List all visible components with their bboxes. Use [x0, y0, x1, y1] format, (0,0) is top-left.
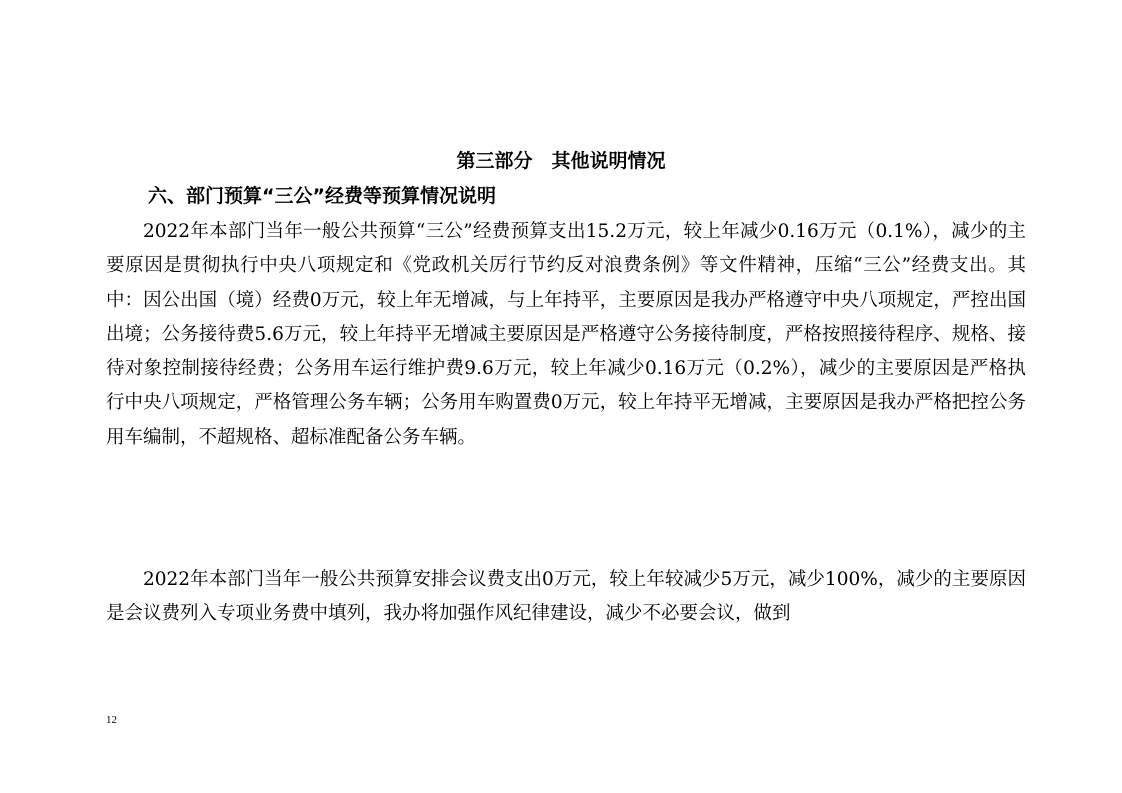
- page-number: 12: [106, 714, 117, 726]
- body-paragraph: 2022年本部门当年一般公共预算安排会议费支出0万元，较上年较减少5万元，减少100%，减少的主要原因是会议费列入专项业务费中填列，我办将加强作风纪律建设，减少不必要会议，做到: [106, 569, 1026, 625]
- body-paragraph: 2022年本部门当年一般公共预算“三公”经费预算支出15.2万元，较上年减少0.16万元（0.1%），减少的主要原因是贯彻执行中央八项规定和《党政机关厉行节约反对浪费条例》等文件精神，压缩“三公”经费支出。其中：因公出国（境）经费0万元，较上年无增减，与上年持平，主要原因是我办严格遵守中央八项规定，严控出国出境；公务接待费5.6万元，较上年持平无增减主要原因是严格遵守公务接待制度，严格按照接待程序、规格、接待对象控制接待经费；公务用车运行维护费9.6万元，较上年减少0.16万元（0.2%），减少的主要原因是严格执行中央八项规定，严格管理公务车辆；公务用车购置费0万元，较上年持平无增减，主要原因是我办严格把控公务用车编制，不超规格、超标准配备公务车辆。: [106, 221, 1026, 448]
- page-title: 第三部分 其他说明情况: [456, 150, 666, 172]
- section-heading: 六、部门预算“三公”经费等预算情况说明: [148, 185, 496, 207]
